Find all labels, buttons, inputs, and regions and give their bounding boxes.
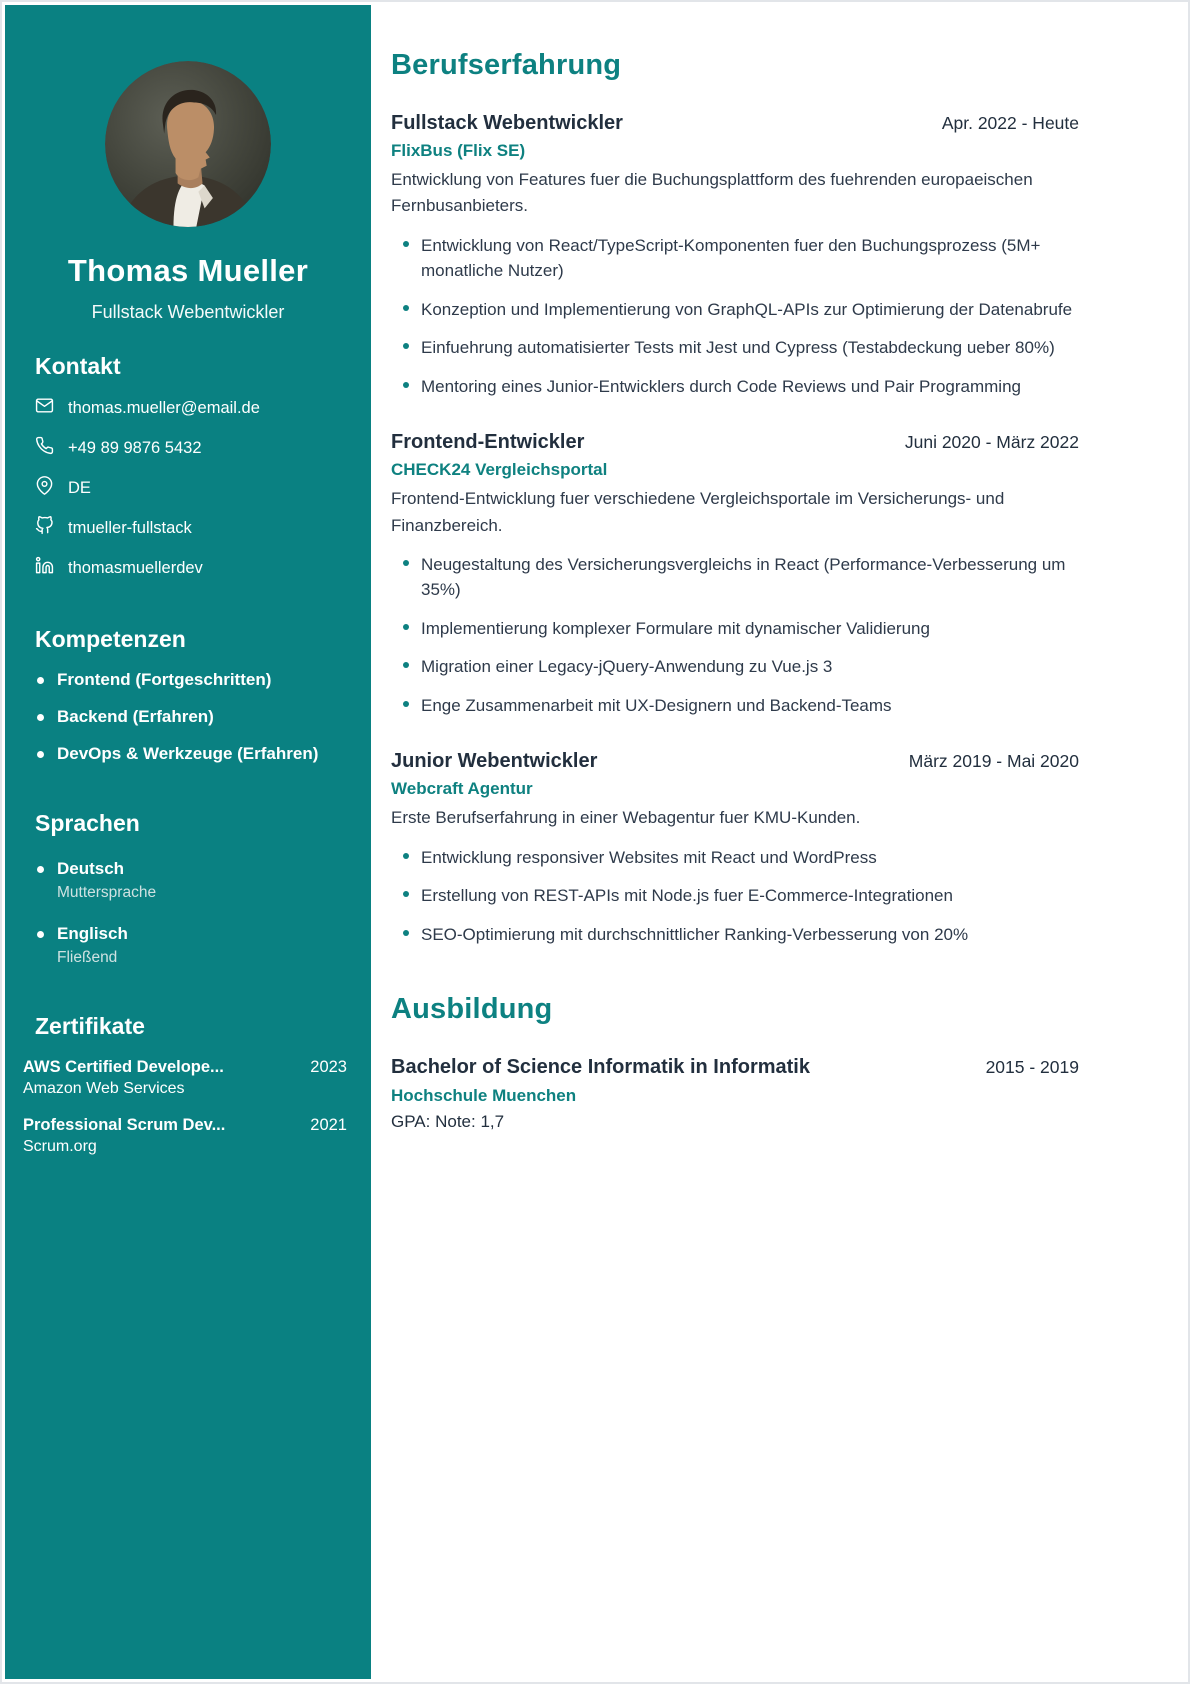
linkedin-icon [35, 556, 54, 580]
contact-location-text: DE [68, 478, 91, 497]
contact-section [35, 353, 341, 580]
education-gpa: GPA: Note: 1,7 [391, 1112, 505, 1132]
job-title: Junior Webentwickler [391, 750, 598, 773]
languages-section [35, 810, 341, 967]
skill-item [35, 744, 341, 764]
contact-email-text: thomas.mueller@email.de [68, 398, 260, 417]
certificate-item [23, 1058, 347, 1098]
person-name: Thomas Mueller [67, 253, 309, 288]
contact-phone [35, 436, 341, 460]
contact-phone-text: +49 89 9876 5432 [68, 438, 202, 457]
job-company: Webcraft Agentur [391, 779, 533, 799]
job-company: CHECK24 Vergleichsportal [391, 460, 608, 480]
job-bullet: Konzeption und Implementierung von GraphQL-APIs zur Optimierung der Datenabrufe [421, 297, 1079, 323]
job-summary: Entwicklung von Features fuer die Buchungsplattform des fuehrenden europaeischen Fernbusanbieters. [391, 170, 1033, 216]
language-name: Deutsch [57, 859, 125, 878]
main-content [371, 5, 1185, 1679]
languages-heading: Sprachen [35, 810, 140, 836]
job-dates: März 2019 - Mai 2020 [908, 751, 1079, 772]
certificate-item [23, 1116, 347, 1156]
contact-linkedin [35, 556, 341, 580]
job-bullet: Erstellung von REST-APIs mit Node.js fuer E-Commerce-Integrationen [421, 883, 1079, 909]
language-level: Fließend [57, 949, 118, 966]
contact-email [35, 396, 341, 420]
job-title: Fullstack Webentwickler [391, 112, 623, 134]
certificates-heading: Zertifikate [35, 1013, 145, 1039]
education-school: Hochschule Muenchen [391, 1086, 577, 1106]
language-item [35, 924, 341, 967]
contact-heading: Kontakt [35, 353, 121, 379]
skill-label: Frontend (Fortgeschritten) [57, 670, 272, 689]
job-dates: Apr. 2022 - Heute [941, 113, 1079, 133]
language-item [35, 859, 341, 902]
job-bullet: Entwicklung responsiver Websites mit React und WordPress [421, 845, 1079, 871]
job-company: FlixBus (Flix SE) [391, 141, 526, 160]
education-heading: Ausbildung [391, 993, 553, 1026]
job-summary: Erste Berufserfahrung in einer Webagentur fuer KMU-Kunden. [391, 808, 861, 828]
skill-label: DevOps & Werkzeuge (Erfahren) [57, 744, 319, 763]
sidebar [5, 5, 371, 1679]
github-icon [35, 516, 54, 540]
certificate-issuer: Amazon Web Services [23, 1080, 185, 1097]
job-bullet: Implementierung komplexer Formulare mit dynamischer Validierung [421, 616, 1079, 642]
language-name: Englisch [57, 924, 128, 943]
person-title: Fullstack Webentwickler [91, 302, 285, 322]
contact-github [35, 516, 341, 540]
job-title: Frontend-Entwickler [391, 431, 585, 454]
job-entry [391, 112, 1079, 399]
skill-label: Backend (Erfahren) [57, 707, 214, 726]
email-icon [35, 396, 54, 420]
skills-heading: Kompetenzen [35, 626, 186, 652]
job-entry [391, 750, 1079, 947]
job-bullet: Mentoring eines Junior-Entwicklers durch Code Reviews und Pair Programming [421, 374, 1079, 400]
certificate-name: Professional Scrum Dev... [23, 1116, 226, 1134]
education-entry [391, 1056, 1079, 1132]
certificate-year: 2021 [310, 1116, 347, 1134]
contact-github-text: tmueller-fullstack [68, 518, 192, 537]
language-level: Muttersprache [57, 884, 157, 901]
contact-location [35, 476, 341, 500]
skill-item [35, 707, 341, 727]
profile-photo [105, 61, 271, 227]
phone-icon [35, 436, 54, 460]
certificate-issuer: Scrum.org [23, 1138, 97, 1155]
skills-section [35, 626, 341, 764]
certificates-section [23, 1013, 347, 1156]
location-pin-icon [35, 476, 54, 500]
job-summary: Frontend-Entwicklung fuer verschiedene Vergleichsportale im Versicherungs- und Finanzbereich. [391, 489, 1005, 535]
job-entry [391, 431, 1079, 718]
profile-photo-illustration [105, 61, 271, 227]
job-bullet: Einfuehrung automatisierter Tests mit Jest und Cypress (Testabdeckung ueber 80%) [421, 335, 1079, 361]
education-degree: Bachelor of Science Informatik in Informatik [391, 1056, 810, 1079]
job-bullet: Neugestaltung des Versicherungsvergleichs in React (Performance-Verbesserung um 35%) [421, 552, 1079, 603]
job-bullet: SEO-Optimierung mit durchschnittlicher Ranking-Verbesserung von 20% [421, 922, 1079, 948]
job-bullet: Entwicklung von React/TypeScript-Komponenten fuer den Buchungsprozess (5M+ monatliche Nutzer) [421, 233, 1079, 284]
skill-item [35, 670, 341, 690]
job-bullet: Migration einer Legacy-jQuery-Anwendung zu Vue.js 3 [421, 654, 1079, 680]
certificate-name: AWS Certified Develope... [23, 1058, 224, 1076]
certificate-year: 2023 [310, 1058, 347, 1076]
contact-linkedin-text: thomasmuellerdev [68, 558, 203, 577]
experience-heading: Berufserfahrung [391, 49, 622, 81]
job-dates: Juni 2020 - März 2022 [904, 432, 1079, 453]
job-bullet: Enge Zusammenarbeit mit UX-Designern und Backend-Teams [421, 693, 1079, 719]
education-dates: 2015 - 2019 [985, 1057, 1079, 1078]
